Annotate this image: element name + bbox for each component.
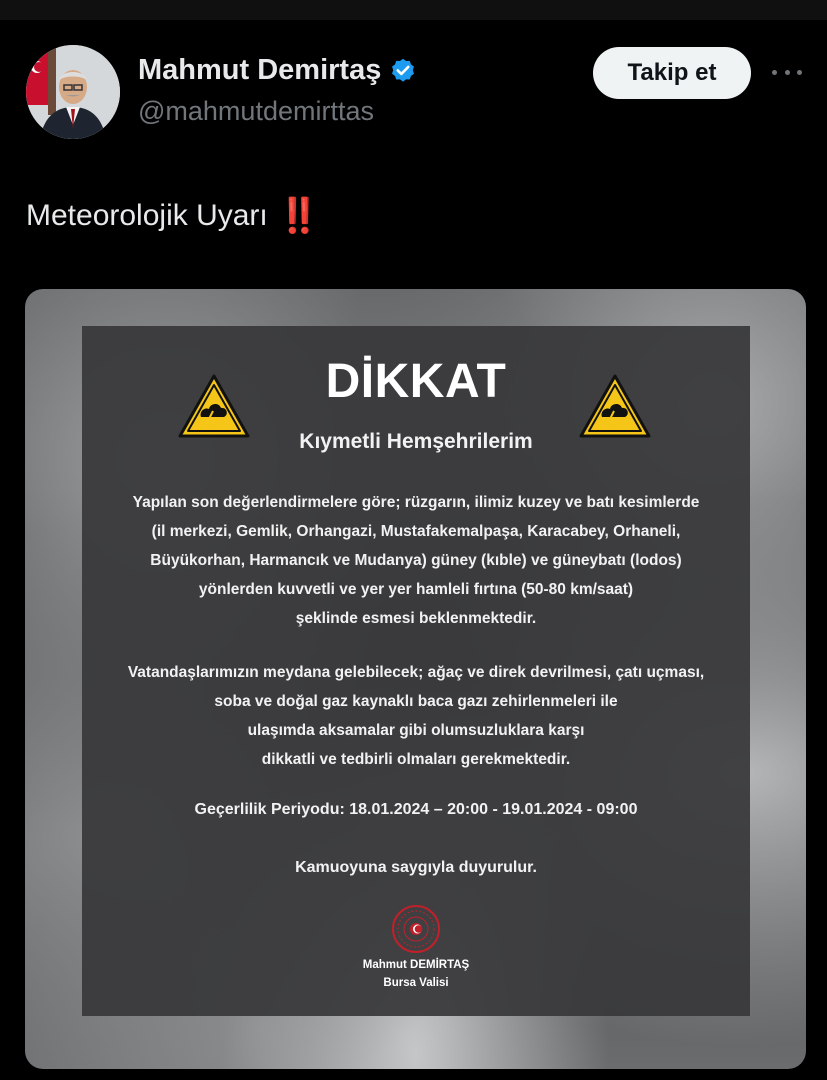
follow-button[interactable]: Takip et bbox=[593, 47, 751, 99]
avatar-photo bbox=[26, 45, 120, 139]
author-name[interactable]: Mahmut Demirtaş bbox=[138, 54, 382, 86]
tweet-text bbox=[26, 196, 316, 236]
notice-headline: DİKKAT bbox=[325, 355, 507, 408]
verified-badge-icon bbox=[389, 57, 417, 85]
notice-line: (il merkezi, Gemlik, Orhangazi, Mustafakemalpaşa, Karacabey, Orhaneli, bbox=[151, 523, 681, 540]
tweet-body: Meteorolojik Uyarı bbox=[26, 199, 268, 232]
double-exclamation-emoji: ‼️ bbox=[277, 197, 317, 235]
notice-line: Vatandaşlarımızın meydana gelebilecek; ağaç ve direk devrilmesi, çatı uçması, bbox=[127, 664, 705, 681]
notice-paragraph-2 bbox=[82, 658, 750, 774]
tweet-media-image[interactable] bbox=[25, 289, 806, 1069]
notice-line: Yapılan son değerlendirmelere göre; rüzgarın, ilimiz kuzey ve batı kesimlerde bbox=[132, 494, 700, 511]
notice-line: ulaşımda aksamalar gibi olumsuzluklara karşı bbox=[247, 722, 585, 739]
notice-validity-period: Geçerlilik Periyodu: 18.01.2024 – 20:00 - 19.01.2024 - 09:00 bbox=[194, 801, 638, 818]
author-name-row[interactable] bbox=[138, 54, 417, 87]
notice-closing: Kamuoyuna saygıyla duyurulur. bbox=[295, 859, 537, 876]
notice-panel bbox=[82, 326, 750, 1016]
avatar[interactable] bbox=[26, 45, 120, 139]
notice-greeting: Kıymetli Hemşehrilerim bbox=[299, 430, 533, 453]
notice-line: soba ve doğal gaz kaynaklı baca gazı zehirlenmeleri ile bbox=[214, 693, 618, 710]
governorship-seal-icon bbox=[391, 904, 441, 954]
notice-line: şeklinde esmesi beklenmektedir. bbox=[295, 610, 537, 627]
more-options-icon[interactable] bbox=[772, 62, 802, 82]
signature-name: Mahmut DEMİRTAŞ bbox=[362, 959, 470, 971]
author-handle[interactable]: @mahmutdemirttas bbox=[138, 96, 374, 126]
notice-paragraph-1 bbox=[82, 488, 750, 633]
status-bar bbox=[0, 0, 827, 20]
notice-line: dikkatli ve tedbirli olmaları gerekmektedir. bbox=[261, 751, 571, 768]
notice-line: Büyükorhan, Harmancık ve Mudanya) güney (kıble) ve güneybatı (lodos) bbox=[150, 552, 682, 569]
notice-line: yönlerden kuvvetli ve yer yer hamleli fırtına (50-80 km/saat) bbox=[198, 581, 634, 598]
signature-title: Bursa Valisi bbox=[383, 977, 449, 989]
